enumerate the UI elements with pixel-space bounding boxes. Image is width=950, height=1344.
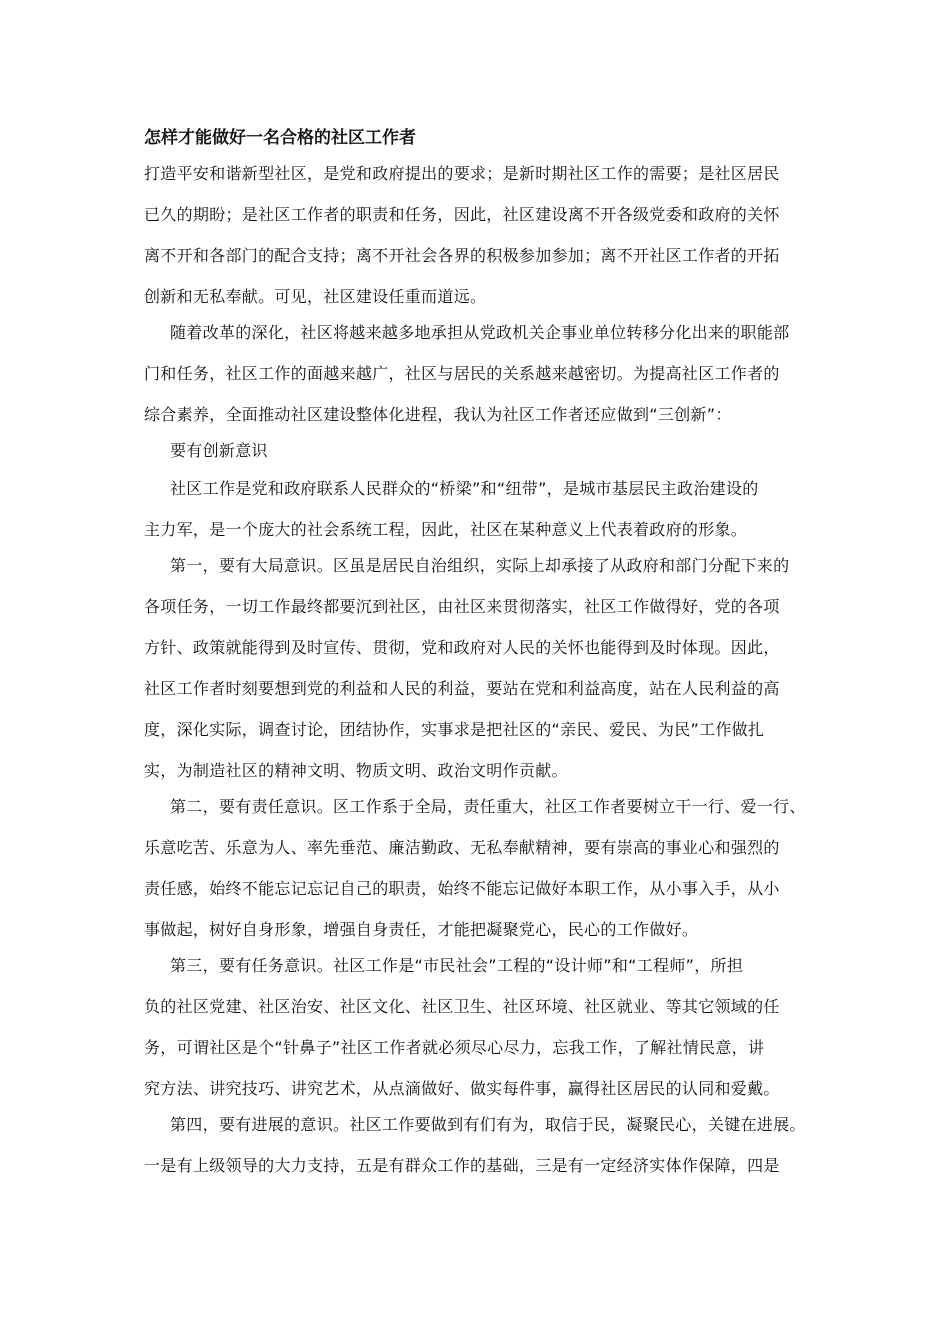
paragraph-line: 负的社区党建、社区治安、社区文化、社区卫生、社区环境、社区就业、等其它领域的任 bbox=[144, 997, 780, 1016]
paragraph-line: 主力军，是一个庞大的社会系统工程，因此，社区在某种意义上代表着政府的形象。 bbox=[144, 520, 748, 539]
paragraph-line: 责任感，始终不能忘记忘记自己的职责，始终不能忘记做好本职工作，从小事入手，从小 bbox=[144, 879, 780, 898]
paragraph-line: 门和任务，社区工作的面越来越广，社区与居民的关系越来越密切。为提高社区工作者的 bbox=[144, 364, 780, 383]
paragraph-line: 社区工作是党和政府联系人民群众的“桥梁”和“纽带”，是城市基层民主政治建设的 bbox=[170, 479, 759, 498]
paragraph-line: 综合素养，全面推动社区建设整体化进程，我认为社区工作者还应做到“三创新”： bbox=[144, 405, 732, 424]
paragraph-line: 度，深化实际，调查讨论，团结协作，实事求是把社区的“亲民、爱民、为民”工作做扎 bbox=[144, 720, 765, 739]
paragraph-line: 方针、政策就能得到及时宣传、贯彻，党和政府对人民的关怀也能得到及时体现。因此， bbox=[144, 638, 780, 657]
paragraph-line: 已久的期盼；是社区工作者的职责和任务，因此，社区建设离不开各级党委和政府的关怀 bbox=[144, 205, 780, 224]
paragraph-line: 事做起，树好自身形象，增强自身责任，才能把凝聚党心，民心的工作做好。 bbox=[144, 920, 699, 939]
paragraph-line: 务，可谓社区是个“针鼻子”社区工作者就必须尽心尽力，忘我工作，了解社情民意，讲 bbox=[144, 1038, 765, 1057]
paragraph-line: 一是有上级领导的大力支持，五是有群众工作的基础，三是有一定经济实体作保障，四是 bbox=[144, 1156, 780, 1175]
document-title: 怎样才能做好一名合格的社区工作者 bbox=[144, 128, 416, 148]
paragraph-line: 乐意吃苦、乐意为人、率先垂范、廉洁勤政、无私奉献精神，要有崇高的事业心和强烈的 bbox=[144, 838, 780, 857]
paragraph-line: 离不开和各部门的配合支持；离不开社会各界的积极参加参加；离不开社区工作者的开拓 bbox=[144, 246, 780, 265]
paragraph-line: 创新和无私奉献。可见，社区建设任重而道远。 bbox=[144, 287, 487, 306]
paragraph-line: 实，为制造社区的精神文明、物质文明、政治文明作贡献。 bbox=[144, 761, 568, 780]
paragraph-line: 第二，要有责任意识。区工作系于全局，责任重大，社区工作者要树立干一行、爱一行、 bbox=[170, 797, 806, 816]
paragraph-line: 究方法、讲究技巧、讲究艺术，从点滴做好、做实每件事，赢得社区居民的认同和爱戴。 bbox=[144, 1079, 780, 1098]
paragraph-line: 第三，要有任务意识。社区工作是“市民社会”工程的“设计师”和“工程师”，所担 bbox=[170, 956, 744, 975]
paragraph-line: 第四，要有进展的意识。社区工作要做到有们有为，取信于民，凝聚民心，关键在进展。 bbox=[170, 1115, 806, 1134]
paragraph-line: 打造平安和谐新型社区，是党和政府提出的要求；是新时期社区工作的需要；是社区居民 bbox=[144, 164, 780, 183]
paragraph-line: 第一，要有大局意识。区虽是居民自治组织，实际上却承接了从政府和部门分配下来的 bbox=[170, 556, 790, 575]
paragraph-line: 各项任务，一切工作最终都要沉到社区，由社区来贯彻落实，社区工作做得好，党的各项 bbox=[144, 597, 780, 616]
paragraph-line: 社区工作者时刻要想到党的利益和人民的利益，要站在党和利益高度，站在人民利益的高 bbox=[144, 679, 780, 698]
paragraph-line: 随着改革的深化，社区将越来越多地承担从党政机关企事业单位转移分化出来的职能部 bbox=[170, 323, 790, 342]
section-heading: 要有创新意识 bbox=[170, 441, 268, 460]
